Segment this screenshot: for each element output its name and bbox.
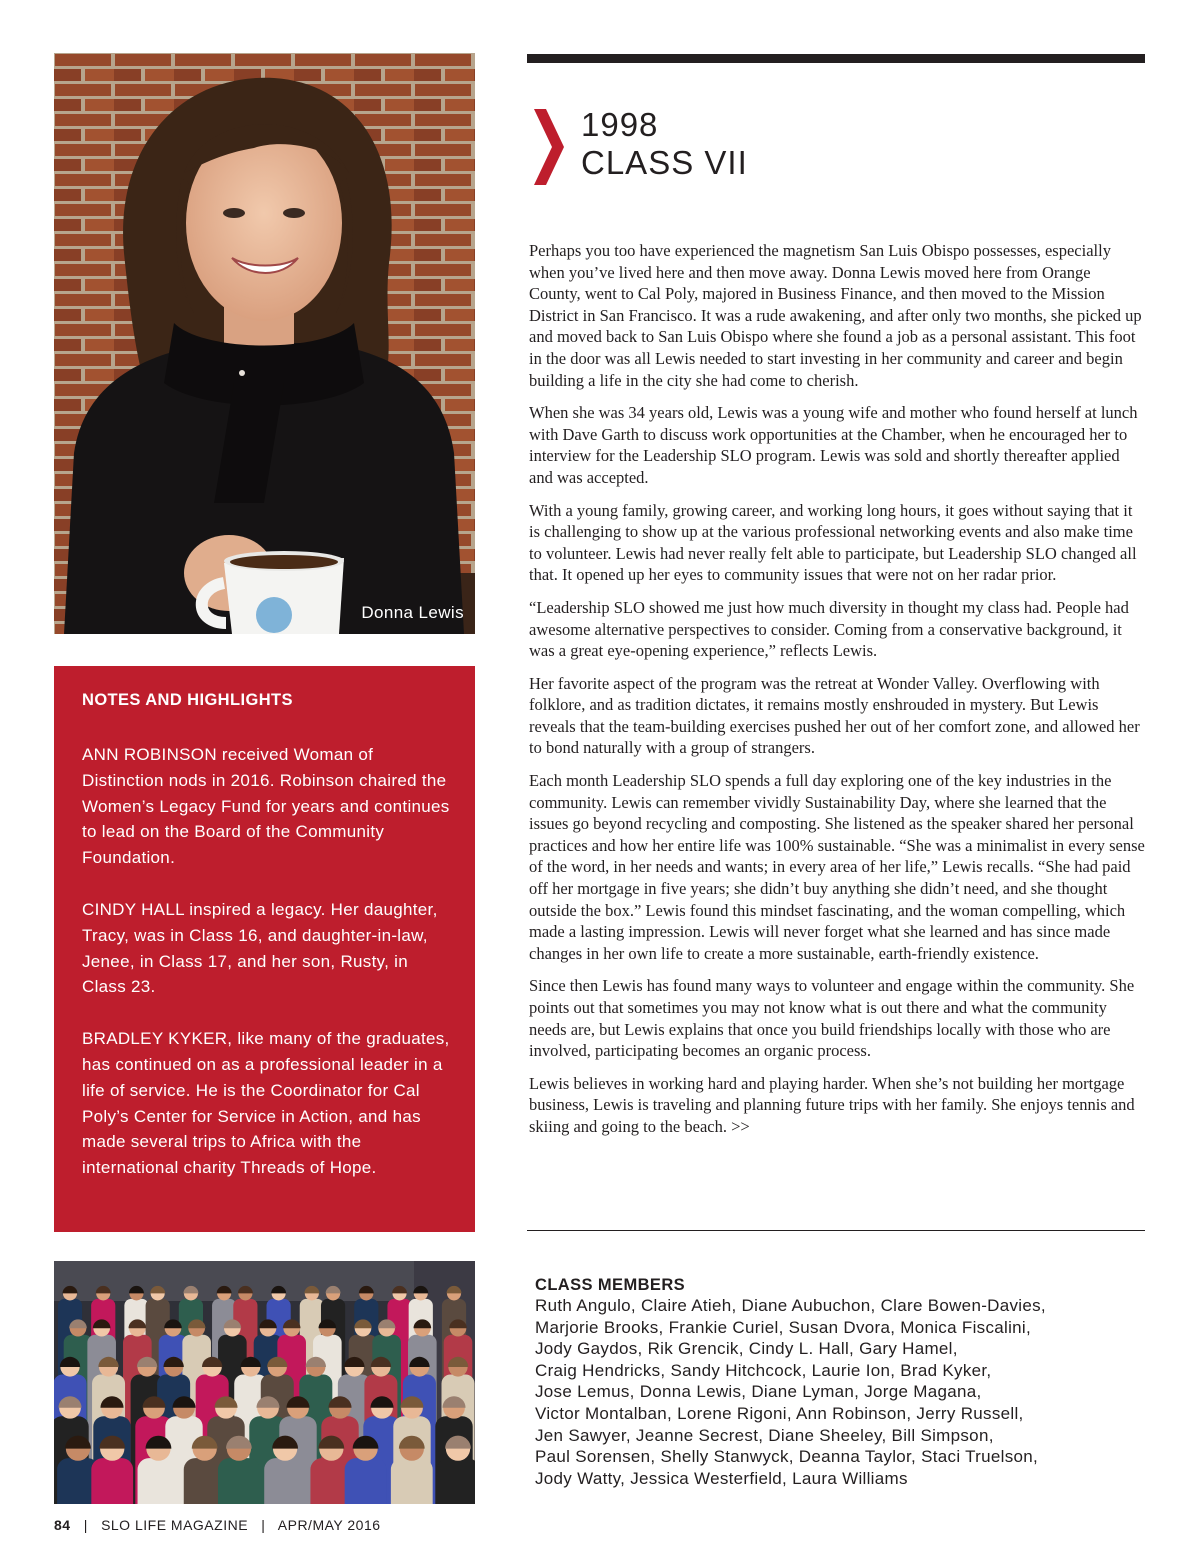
- group-person-body: [264, 1458, 306, 1504]
- class-year: 1998: [581, 106, 659, 143]
- group-person-body: [91, 1458, 133, 1504]
- section-divider: [527, 1230, 1145, 1231]
- article-paragraph: “Leadership SLO showed me just how much diversity in thought my class had. People had awesome alternative perspectives to consider. Coming from a conservative background, it was a great eye-opening experience,” reflects Lewis.: [529, 597, 1129, 661]
- article-paragraph: When she was 34 years old, Lewis was a young wife and mother who found herself at lunch with Dave Garth to discuss work opportunities at the Chamber, when he encouraged her to interview for the Leadership SLO program. Lewis was sold and shortly thereafter applied and was accepted.: [529, 403, 1138, 487]
- magazine-name: SLO LIFE MAGAZINE: [101, 1517, 249, 1533]
- article-paragraph: Perhaps you too have experienced the magnetism San Luis Obispo possesses, especially when you’ve lived here and then move away. Donna Lewis moved here from Orange County, went to Cal Poly, majored in Business Finance, and then moved to the Mission District in San Francisco. It was a rude awakening, and after only two months, she picked up and moved back to San Luis Obispo where she found a job as a personal assistant. This foot in the door was all Lewis needed to start investing in her community and career and begin building a life in the city she had come to cherish.: [529, 241, 1142, 390]
- footer-separator: |: [261, 1517, 266, 1533]
- class-name: CLASS VII: [581, 144, 748, 181]
- members-line: Jody Gaydos, Rik Grencik, Cindy L. Hall, Gary Hamel,: [535, 1339, 958, 1359]
- members-line: Jen Sawyer, Jeanne Secrest, Diane Sheeley, Bill Simpson,: [535, 1425, 994, 1445]
- portrait-illustration: [54, 53, 475, 634]
- members-line: Jose Lemus, Donna Lewis, Diane Lyman, Jorge Magana,: [535, 1382, 982, 1402]
- group-person-body: [391, 1458, 433, 1504]
- article-paragraph: Since then Lewis has found many ways to volunteer and engage within the community. She points out that sometimes you may not know what is out there and what the community needs are, but Lewis explains that once you build friendships locally with those who are involved, participating becomes an organic process.: [529, 976, 1135, 1061]
- photo-caption: Donna Lewis: [361, 603, 464, 622]
- notes-title: NOTES AND HIGHLIGHTS: [82, 691, 293, 709]
- members-title: CLASS MEMBERS: [535, 1276, 686, 1294]
- article-paragraph: Lewis believes in working hard and playing harder. When she’s not building her mortgage business, Lewis is traveling and planning future trips with her family. She enjoys tennis and skiing and going to the beach. >>: [529, 1073, 1135, 1136]
- members-line: Paul Sorensen, Shelly Stanwyck, Deanna Taylor, Staci Truelson,: [535, 1447, 1039, 1467]
- article-paragraph: Each month Leadership SLO spends a full day exploring one of the key industries in the community. Lewis can remember vividly Sustainability Day, where she learned that the issues go beyond recycling and composting. She listened as the speaker shared her personal practices and how her entire life was 100% sustainable. “She was a minimalist in every sense of the word, in her needs and wants; in every area of her life,” Lewis recalls. “She had paid off her mortgage in five years; she didn’t buy anything she didn’t need, and she thought outside the box.” Lewis found this mindset fascinating, and the woman compelling, which made a lasting impression. Lewis will never forget what she learned and has since made changes in her own life to create a more sustainable, earth-friendly existence.: [529, 771, 1145, 963]
- members-line: Craig Hendricks, Sandy Hitchcock, Laurie Ion, Brad Kyker,: [535, 1360, 992, 1380]
- class-members: [535, 1275, 1145, 1489]
- group-person-body: [218, 1458, 260, 1504]
- note-item: ANN ROBINSON received Woman of Distinction nods in 2016. Robinson chaired the Women’s Legacy Fund for years and continues to lead on the Board of the Community Foundation.: [82, 745, 450, 868]
- group-photo: [54, 1261, 475, 1504]
- article-paragraph: Her favorite aspect of the program was the retreat at Wonder Valley. Overflowing with folklore, and as tradition dictates, it remains mostly enshrouded in mystery. But Lewis reveals that the team-building exercises pushed her out of her comfort zone, and allowed her to bond naturally with a group of strangers.: [529, 673, 1140, 758]
- group-person-body: [345, 1458, 387, 1504]
- notes-box: [54, 666, 475, 1232]
- page-footer: [54, 1517, 381, 1533]
- class-heading: [581, 106, 748, 182]
- members-line: Jody Watty, Jessica Westerfield, Laura Williams: [535, 1468, 908, 1488]
- article-paragraph: With a young family, growing career, and working long hours, it goes without saying that it is challenging to show up at the various professional networking events and also make time to volunteer. Lewis had never really felt able to participate, but Leadership SLO changed all that. It opened up her eyes to community issues that were not on her radar prior.: [529, 500, 1137, 585]
- page-number: 84: [54, 1517, 71, 1533]
- group-person-body: [437, 1458, 475, 1504]
- portrait-photo: [54, 53, 475, 634]
- note-item: BRADLEY KYKER, like many of the graduates, has continued on as a professional leader in a life of service. He is the Coordinator for Cal Poly’s Center for Service in Action, and has made several trips to Africa with the international charity Threads of Hope.: [82, 1029, 450, 1178]
- footer-separator: |: [83, 1517, 88, 1533]
- top-rule: [527, 54, 1145, 63]
- members-line: Marjorie Brooks, Frankie Curiel, Susan Dvora, Monica Fiscalini,: [535, 1317, 1032, 1337]
- note-item: CINDY HALL inspired a legacy. Her daughter, Tracy, was in Class 16, and daughter-in-law, Jenee, in Class 17, and her son, Rusty, in Class 23.: [82, 899, 438, 997]
- article-body: [529, 240, 1145, 1149]
- members-line: Ruth Angulo, Claire Atieh, Diane Aubuchon, Clare Bowen-Davies,: [535, 1296, 1046, 1315]
- issue-date: APR/MAY 2016: [277, 1517, 381, 1533]
- group-person-body: [138, 1458, 180, 1504]
- members-line: Victor Montalban, Lorene Rigoni, Ann Robinson, Jerry Russell,: [535, 1403, 1024, 1423]
- group-illustration: [54, 1261, 475, 1504]
- red-chevron-icon: [534, 109, 564, 185]
